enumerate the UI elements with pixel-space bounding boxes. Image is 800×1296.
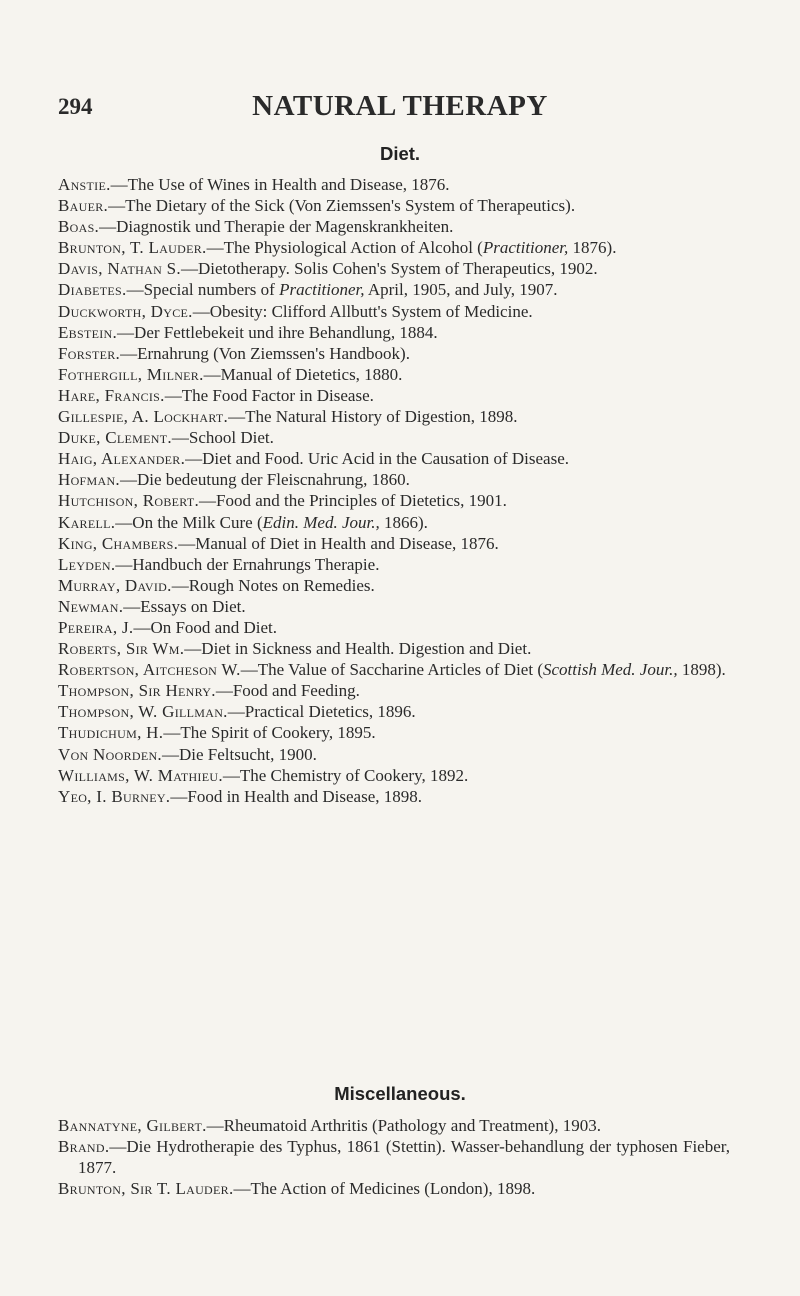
bibliography-entry — [58, 1178, 730, 1199]
miscellaneous-bibliography — [58, 1115, 730, 1199]
entry-title: —Dietotherapy. Solis Cohen's System of Therapeutics, 1902. — [180, 259, 598, 279]
entry-journal: Practitioner, — [482, 238, 569, 258]
bibliography-entry — [58, 596, 730, 617]
section-heading-miscellaneous: Miscellaneous. — [334, 1083, 466, 1104]
entry-date: 1866). — [379, 512, 428, 532]
entry-title: —The Value of Saccharine Articles of Diet ( — [240, 660, 543, 680]
bibliography-entry — [58, 512, 730, 533]
entry-author: Ebstein. — [58, 322, 118, 342]
entry-author: Boas. — [58, 217, 100, 237]
entry-author: Bannatyne, Gilbert. — [58, 1116, 207, 1135]
entry-author: Fothergill, Milner. — [58, 364, 204, 384]
entry-title: —The Chemistry of Cookery, 1892. — [222, 765, 469, 785]
entry-author: Gillespie, A. Lockhart. — [58, 407, 229, 427]
entry-journal: Practitioner, — [279, 280, 365, 300]
page-header — [58, 90, 742, 130]
bibliography-entry — [58, 301, 730, 322]
bibliography-entry — [58, 1136, 730, 1178]
entry-title: —Special numbers of — [126, 280, 280, 300]
entry-journal: Edin. Med. Jour., — [262, 512, 380, 532]
bibliography-entry — [58, 786, 730, 807]
entry-title: —Rough Notes on Remedies. — [171, 575, 375, 595]
entry-title: —Practical Dietetics, 1896. — [227, 702, 416, 722]
bibliography-entry — [58, 427, 730, 448]
entry-author: Thudichum, H. — [58, 723, 164, 743]
bibliography-entry — [58, 174, 730, 195]
bibliography-entry — [58, 490, 730, 511]
entry-title: —The Physiological Action of Alcohol ( — [206, 238, 483, 258]
bibliography-entry — [58, 1115, 730, 1136]
bibliography-entry — [58, 279, 730, 300]
entry-title: —Diet and Food. Uric Acid in the Causation of Disease. — [185, 449, 570, 469]
entry-author: Leyden. — [58, 554, 116, 574]
entry-title: —Der Fettlebekeit und ihre Behandlung, 1884. — [117, 322, 438, 342]
page-number: 294 — [58, 94, 93, 119]
entry-title: —School Diet. — [171, 428, 274, 448]
entry-author: Thompson, Sir Henry. — [58, 681, 216, 701]
bibliography-entry — [58, 638, 730, 659]
entry-author: Brunton, T. Lauder. — [58, 238, 207, 258]
entry-author: Pereira, J. — [58, 617, 134, 637]
entry-title: —Manual of Dietetics, 1880. — [203, 364, 403, 384]
bibliography-entry — [58, 765, 730, 786]
bibliography-entry — [58, 469, 730, 490]
entry-title: —Manual of Diet in Health and Disease, 1876. — [178, 533, 499, 553]
bibliography-entry — [58, 701, 730, 722]
entry-author: Roberts, Sir Wm. — [58, 639, 185, 659]
entry-author: Hofman. — [58, 470, 120, 490]
entry-author: Forster. — [58, 343, 121, 363]
bibliography-entry — [58, 406, 730, 427]
bibliography-entry — [58, 364, 730, 385]
entry-title: —The Use of Wines in Health and Disease, 1876. — [110, 175, 450, 194]
entry-title: —The Spirit of Cookery, 1895. — [163, 723, 376, 743]
entry-title: —The Natural History of Digestion, 1898. — [228, 407, 518, 427]
entry-author: Von Noorden. — [58, 744, 162, 764]
entry-title: —On the Milk Cure ( — [115, 512, 263, 532]
bibliography-entry — [58, 343, 730, 364]
entry-author: Anstie. — [58, 175, 111, 194]
entry-author: Davis, Nathan S. — [58, 259, 181, 279]
entry-title: —The Dietary of the Sick (Von Ziemssen's System of Therapeutics). — [108, 196, 576, 216]
bibliography-entry — [58, 722, 730, 743]
entry-title: —Food and the Principles of Dietetics, 1901. — [199, 491, 507, 511]
bibliography-entry — [58, 322, 730, 343]
bibliography-entry — [58, 216, 730, 237]
entry-title: —Diagnostik und Therapie der Magenskrankheiten. — [99, 217, 454, 237]
bibliography-entry — [58, 744, 730, 765]
entry-author: Thompson, W. Gillman. — [58, 702, 228, 722]
entry-author: Robertson, Aitcheson W. — [58, 660, 241, 680]
bibliography-entry — [58, 195, 730, 216]
bibliography-entry — [58, 385, 730, 406]
bibliography-entry — [58, 680, 730, 701]
entry-title: —Food in Health and Disease, 1898. — [170, 786, 423, 806]
entry-title: —Rheumatoid Arthritis (Pathology and Treatment), 1903. — [206, 1116, 601, 1135]
entry-title: —Obesity: Clifford Allbutt's System of Medicine. — [192, 301, 533, 321]
entry-author: Bauer. — [58, 196, 109, 216]
bibliography-entry — [58, 448, 730, 469]
entry-title: —Diet in Sickness and Health. Digestion and Diet. — [184, 639, 532, 659]
entry-author: Brand. — [58, 1137, 110, 1157]
entry-author: Karell. — [58, 512, 116, 532]
entry-title: —On Food and Diet. — [133, 617, 277, 637]
entry-title: —The Action of Medicines (London), 1898. — [233, 1179, 536, 1199]
entry-author: Duckworth, Dyce. — [58, 301, 193, 321]
entry-title: —Food and Feeding. — [215, 681, 360, 701]
bibliography-entry — [58, 659, 730, 680]
entry-author: Duke, Clement. — [58, 428, 172, 448]
diet-bibliography — [58, 174, 730, 807]
entry-title: —Essays on Diet. — [123, 596, 246, 616]
entry-date: 1876). — [568, 238, 617, 258]
entry-author: Hutchison, Robert. — [58, 491, 200, 511]
entry-author: Murray, David. — [58, 575, 172, 595]
entry-title: —Ernahrung (Von Ziemssen's Handbook). — [120, 343, 410, 363]
entry-author: Hare, Francis. — [58, 385, 165, 405]
bibliography-entry — [58, 258, 730, 279]
entry-author: Williams, W. Mathieu. — [58, 765, 223, 785]
entry-title: —Die bedeutung der Fleiscnahrung, 1860. — [119, 470, 410, 490]
entry-title: —Handbuch der Ernahrungs Therapie. — [115, 554, 380, 574]
bibliography-entry — [58, 554, 730, 575]
entry-title: —The Food Factor in Disease. — [164, 385, 374, 405]
bibliography-entry — [58, 617, 730, 638]
entry-date: 1898). — [677, 660, 726, 680]
entry-date: April, 1905, and July, 1907. — [364, 280, 558, 300]
running-title: NATURAL THERAPY — [252, 90, 548, 122]
bibliography-entry — [58, 575, 730, 596]
entry-author: Brunton, Sir T. Lauder. — [58, 1179, 234, 1199]
entry-title: —Die Hydrotherapie des Typhus, 1861 (Stettin). Wasser-behandlung der typhosen Fieber, 1877. — [78, 1137, 730, 1178]
entry-author: Newman. — [58, 596, 124, 616]
entry-author: Yeo, I. Burney. — [58, 786, 171, 806]
section-heading-diet: Diet. — [379, 143, 421, 164]
bibliography-entry — [58, 237, 730, 258]
entry-author: Diabetes. — [58, 280, 127, 300]
entry-journal: Scottish Med. Jour., — [543, 660, 678, 680]
bibliography-entry — [58, 533, 730, 554]
entry-author: Haig, Alexander. — [58, 449, 186, 469]
entry-author: King, Chambers. — [58, 533, 179, 553]
entry-title: —Die Feltsucht, 1900. — [161, 744, 317, 764]
